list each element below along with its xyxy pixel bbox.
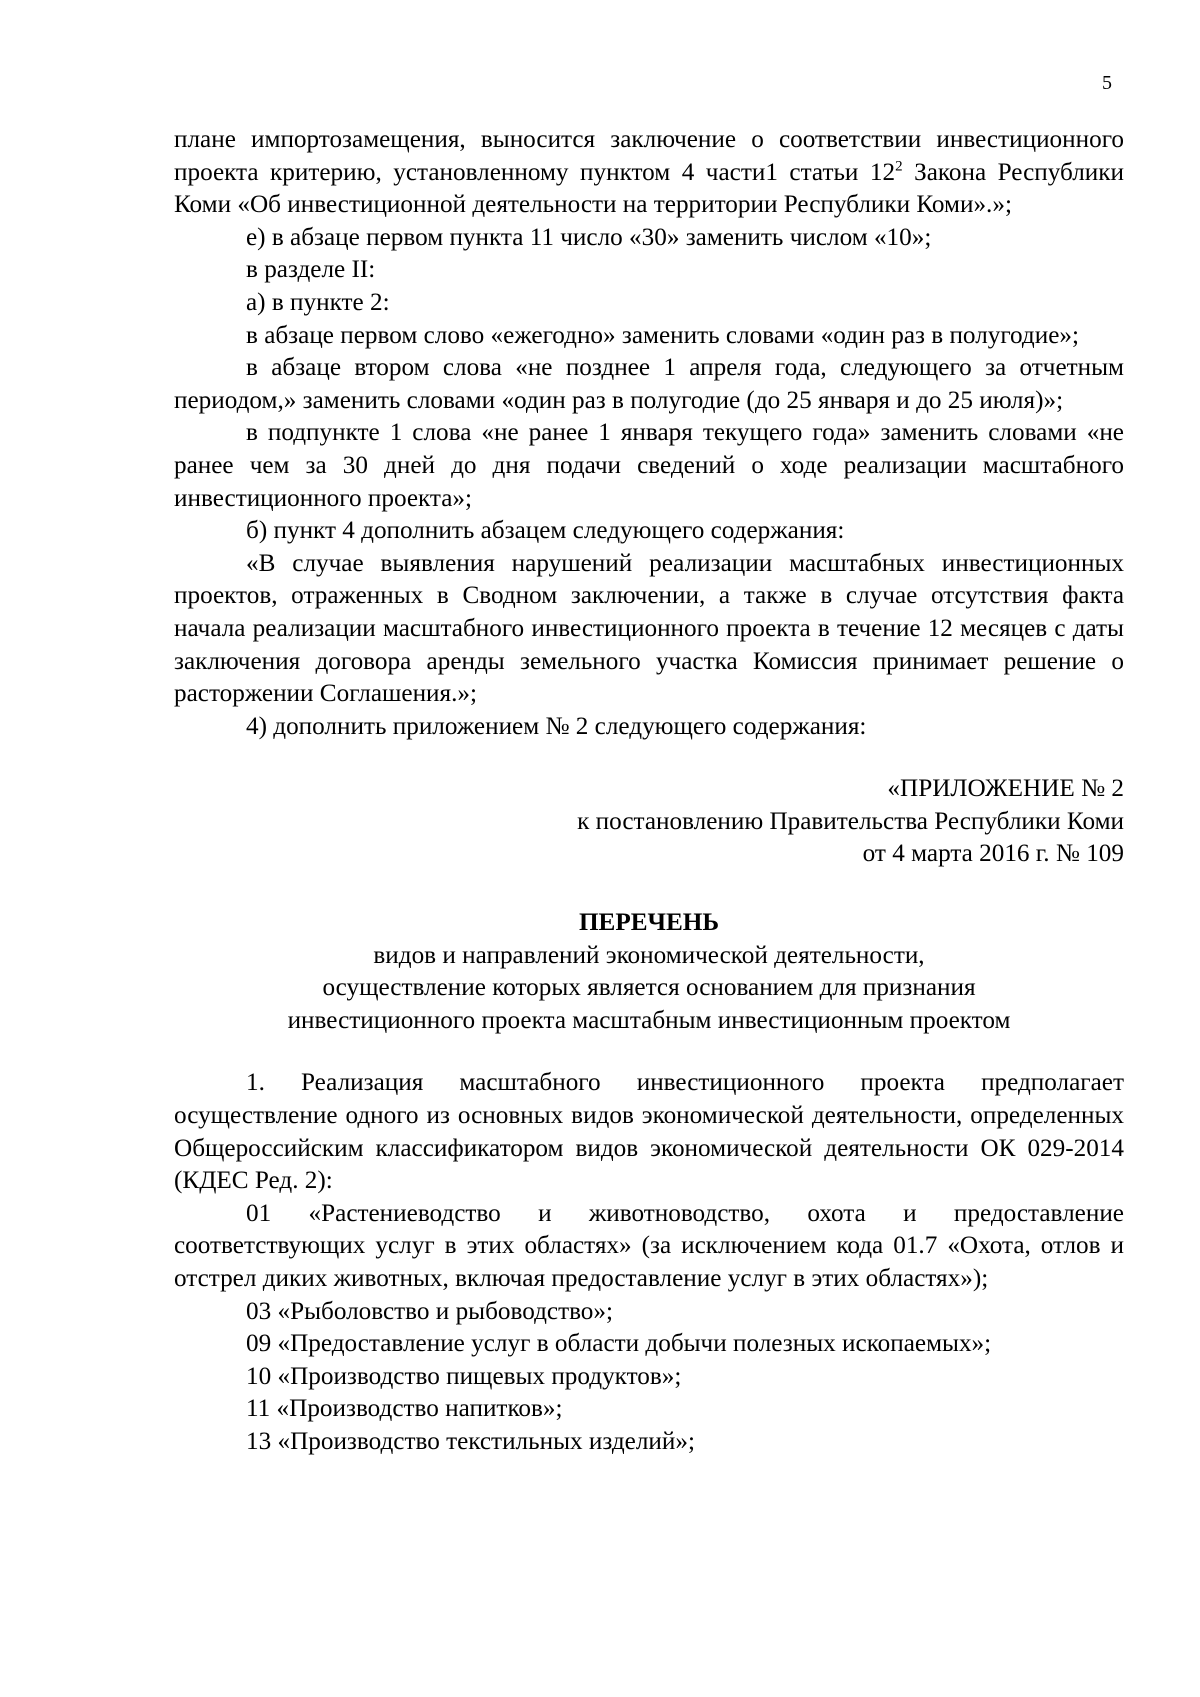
list-intro: 1. Реализация масштабного инвестиционного проекта предполагает осуществление одного из основных видов экономической деятельности, определенных Общероссийским классификатором видов экономической деятельности ОК 029-2014 (КДЕС Ред. 2): (174, 1069, 1124, 1195)
list-title: ПЕРЕЧЕНЬ (578, 909, 720, 937)
paragraph-3: в разделе II: (246, 256, 376, 284)
appendix-title: «ПРИЛОЖЕНИЕ № 2 (887, 775, 1124, 803)
list-heading (174, 907, 1124, 1037)
paragraph-7: в подпункте 1 слова «не ранее 1 января текущего года» заменить словами «не ранее чем за 30 дней до дня подачи сведений о ходе реализации масштабного инвестиционного проекта»; (174, 419, 1124, 512)
appendix-date: от 4 марта 2016 г. № 109 (862, 840, 1124, 868)
paragraph-1-text-end: Закона Республики Коми «Об инвестиционной деятельности на территории Республики Коми».»; (174, 158, 1124, 219)
paragraph-9: «В случае выявления нарушений реализации масштабных инвестиционных проектов, отраженных в Сводном заключении, а также в случае отсутствия факта начала реализации масштабного инвестиционного проекта в течение 12 месяцев с даты заключения договора аренды земельного участка Комиссия принимает решение о расторжении Соглашения.»; (174, 549, 1124, 708)
paragraph-1-text: плане импортозамещения, выносится заключение о соответствии инвестиционного проекта критерию, установленному пунктом 4 части1 статьи 12 (174, 126, 1124, 186)
list-item: 10 «Производство пищевых продуктов»; (246, 1362, 682, 1390)
paragraph-5: в абзаце первом слово «ежегодно» заменить словами «один раз в полугодие»; (246, 321, 1079, 349)
document-body (174, 124, 1124, 1459)
list-item: 01 «Растениеводство и животноводство, охота и предоставление соответствующих услуг в этих областях» (за исключением кода 01.7 «Охота, отлов и отстрел диких животных, включая предоставление услуг в этих областях»); (174, 1199, 1124, 1292)
list-subtitle-2: осуществление которых является основанием для признания (322, 974, 976, 1002)
paragraph-4: а) в пункте 2: (246, 288, 390, 316)
paragraph-6: в абзаце втором слова «не позднее 1 апреля года, следующего за отчетным периодом,» заменить словами «один раз в полугодие (до 25 января и до 25 июля)»; (174, 354, 1124, 414)
appendix-resolution: к постановлению Правительства Республики Коми (577, 807, 1124, 835)
list-item: 03 «Рыболовство и рыбоводство»; (246, 1297, 613, 1325)
paragraph-1 (174, 124, 1124, 222)
list-item: 09 «Предоставление услуг в области добычи полезных ископаемых»; (246, 1330, 992, 1358)
list-subtitle-3: инвестиционного проекта масштабным инвестиционным проектом (287, 1006, 1011, 1034)
page-number: 5 (1102, 72, 1112, 94)
paragraph-10: 4) дополнить приложением № 2 следующего содержания: (246, 712, 867, 740)
paragraph-8: б) пункт 4 дополнить абзацем следующего содержания: (246, 517, 845, 545)
paragraph-2: е) в абзаце первом пункта 11 число «30» заменить числом «10»; (246, 223, 932, 251)
list-item: 13 «Производство текстильных изделий»; (246, 1427, 695, 1455)
list-subtitle-1: видов и направлений экономической деятельности, (373, 941, 925, 969)
appendix-reference (174, 773, 1124, 871)
article-superscript: 2 (895, 158, 903, 175)
list-item: 11 «Производство напитков»; (246, 1395, 563, 1423)
